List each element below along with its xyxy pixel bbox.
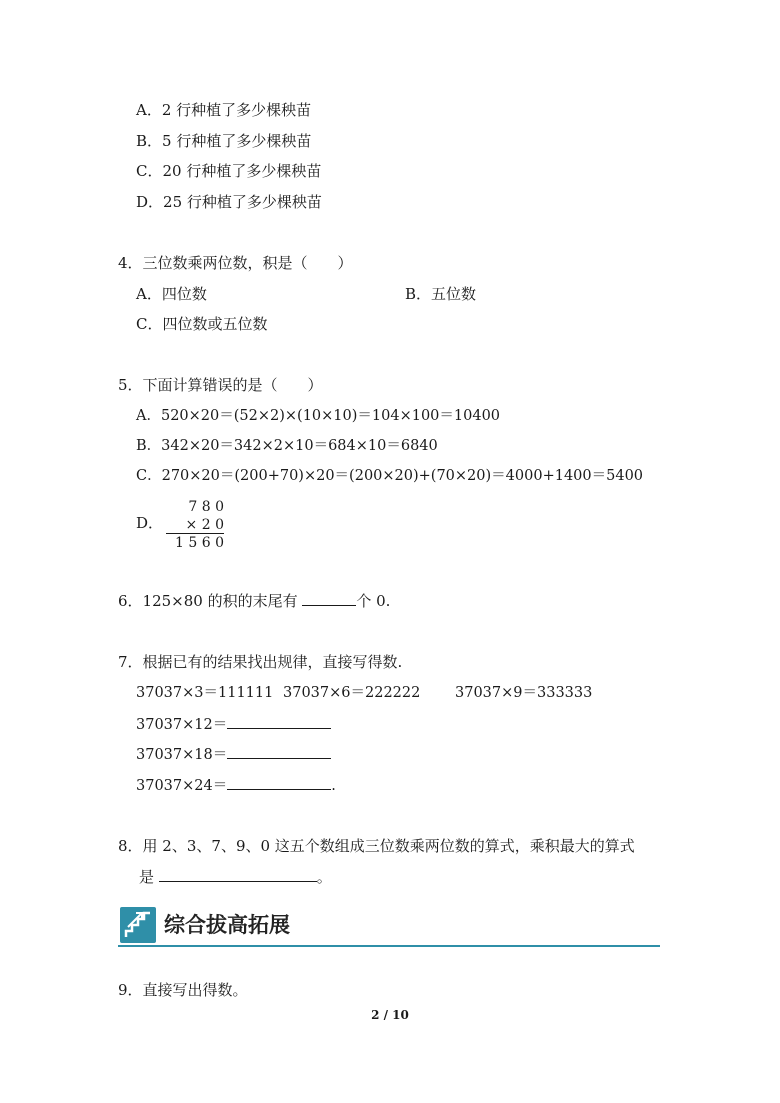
q8-line-2 <box>139 867 332 887</box>
vertical-row-multiplicand: 7 8 0 <box>188 499 224 515</box>
q5-stem: 5．下面计算错误的是（ ） <box>118 376 323 394</box>
q7-ask-2-blank[interactable] <box>227 744 331 759</box>
q7-ask-2-label: 37037×18＝ <box>136 747 228 763</box>
page-number: 2 / 10 <box>371 1008 409 1022</box>
q6-text-after: 个 0. <box>356 592 391 610</box>
vertical-multiplication <box>166 498 224 552</box>
q9-stem: 9．直接写出得数。 <box>118 981 248 999</box>
q7-end-mark: . <box>331 778 336 794</box>
q7-ask-2 <box>136 744 331 765</box>
q7-ask-1 <box>136 714 331 735</box>
q5-option-a: A．520×20＝(52×2)×(10×10)＝104×100＝10400 <box>136 408 501 424</box>
q7-stem: 7．根据已有的结果找出规律，直接写得数. <box>118 653 403 671</box>
q4-option-a: A．四位数 <box>136 285 207 303</box>
q3-option-c: C．20 行种植了多少棵秧苗 <box>136 162 322 180</box>
q7-ask-1-blank[interactable] <box>227 714 331 729</box>
q5-option-b: B．342×20＝342×2×10＝684×10＝6840 <box>136 438 438 454</box>
q7-ask-3 <box>136 775 336 796</box>
vertical-divider-line <box>166 533 224 534</box>
q7-ask-3-blank[interactable] <box>227 775 331 790</box>
q5-option-c: C．270×20＝(200+70)×20＝(200×20)+(70×20)＝4000+1400＝5400 <box>136 468 644 484</box>
section-title: 综合拔高拓展 <box>164 913 290 937</box>
section-header <box>118 905 660 947</box>
q7-given-3: 37037×9＝333333 <box>455 685 593 701</box>
q7-ask-1-label: 37037×12＝ <box>136 717 228 733</box>
q6-answer-blank[interactable] <box>302 591 356 606</box>
q7-given-1: 37037×3＝111111 <box>136 685 274 701</box>
q7-given-2: 37037×6＝222222 <box>283 685 421 701</box>
q8-line-1: 8．用 2、3、7、9、0 这五个数组成三位数乘两位数的算式，乘积最大的算式 <box>118 837 635 855</box>
q5-option-d-label: D． <box>136 514 164 532</box>
q3-option-a: A．2 行种植了多少棵秧苗 <box>136 101 312 119</box>
q6-line <box>118 591 390 611</box>
q8-text-before: 是 <box>139 868 159 886</box>
vertical-row-multiplier: × 2 0 <box>185 517 224 533</box>
stairs-icon <box>120 907 156 943</box>
q6-text-before: 6．125×80 的积的末尾有 <box>118 592 303 610</box>
q4-option-b: B．五位数 <box>405 285 477 303</box>
q7-ask-3-label: 37037×24＝ <box>136 778 228 794</box>
q8-end-mark: 。 <box>316 868 332 886</box>
section-rule <box>118 945 660 947</box>
q4-stem: 4．三位数乘两位数，积是（ ） <box>118 254 353 272</box>
q3-option-b: B．5 行种植了多少棵秧苗 <box>136 132 312 150</box>
q4-option-c: C．四位数或五位数 <box>136 315 268 333</box>
q3-option-d: D．25 行种植了多少棵秧苗 <box>136 193 322 211</box>
q8-answer-blank[interactable] <box>159 867 317 882</box>
vertical-row-product: 1 5 6 0 <box>175 535 224 551</box>
